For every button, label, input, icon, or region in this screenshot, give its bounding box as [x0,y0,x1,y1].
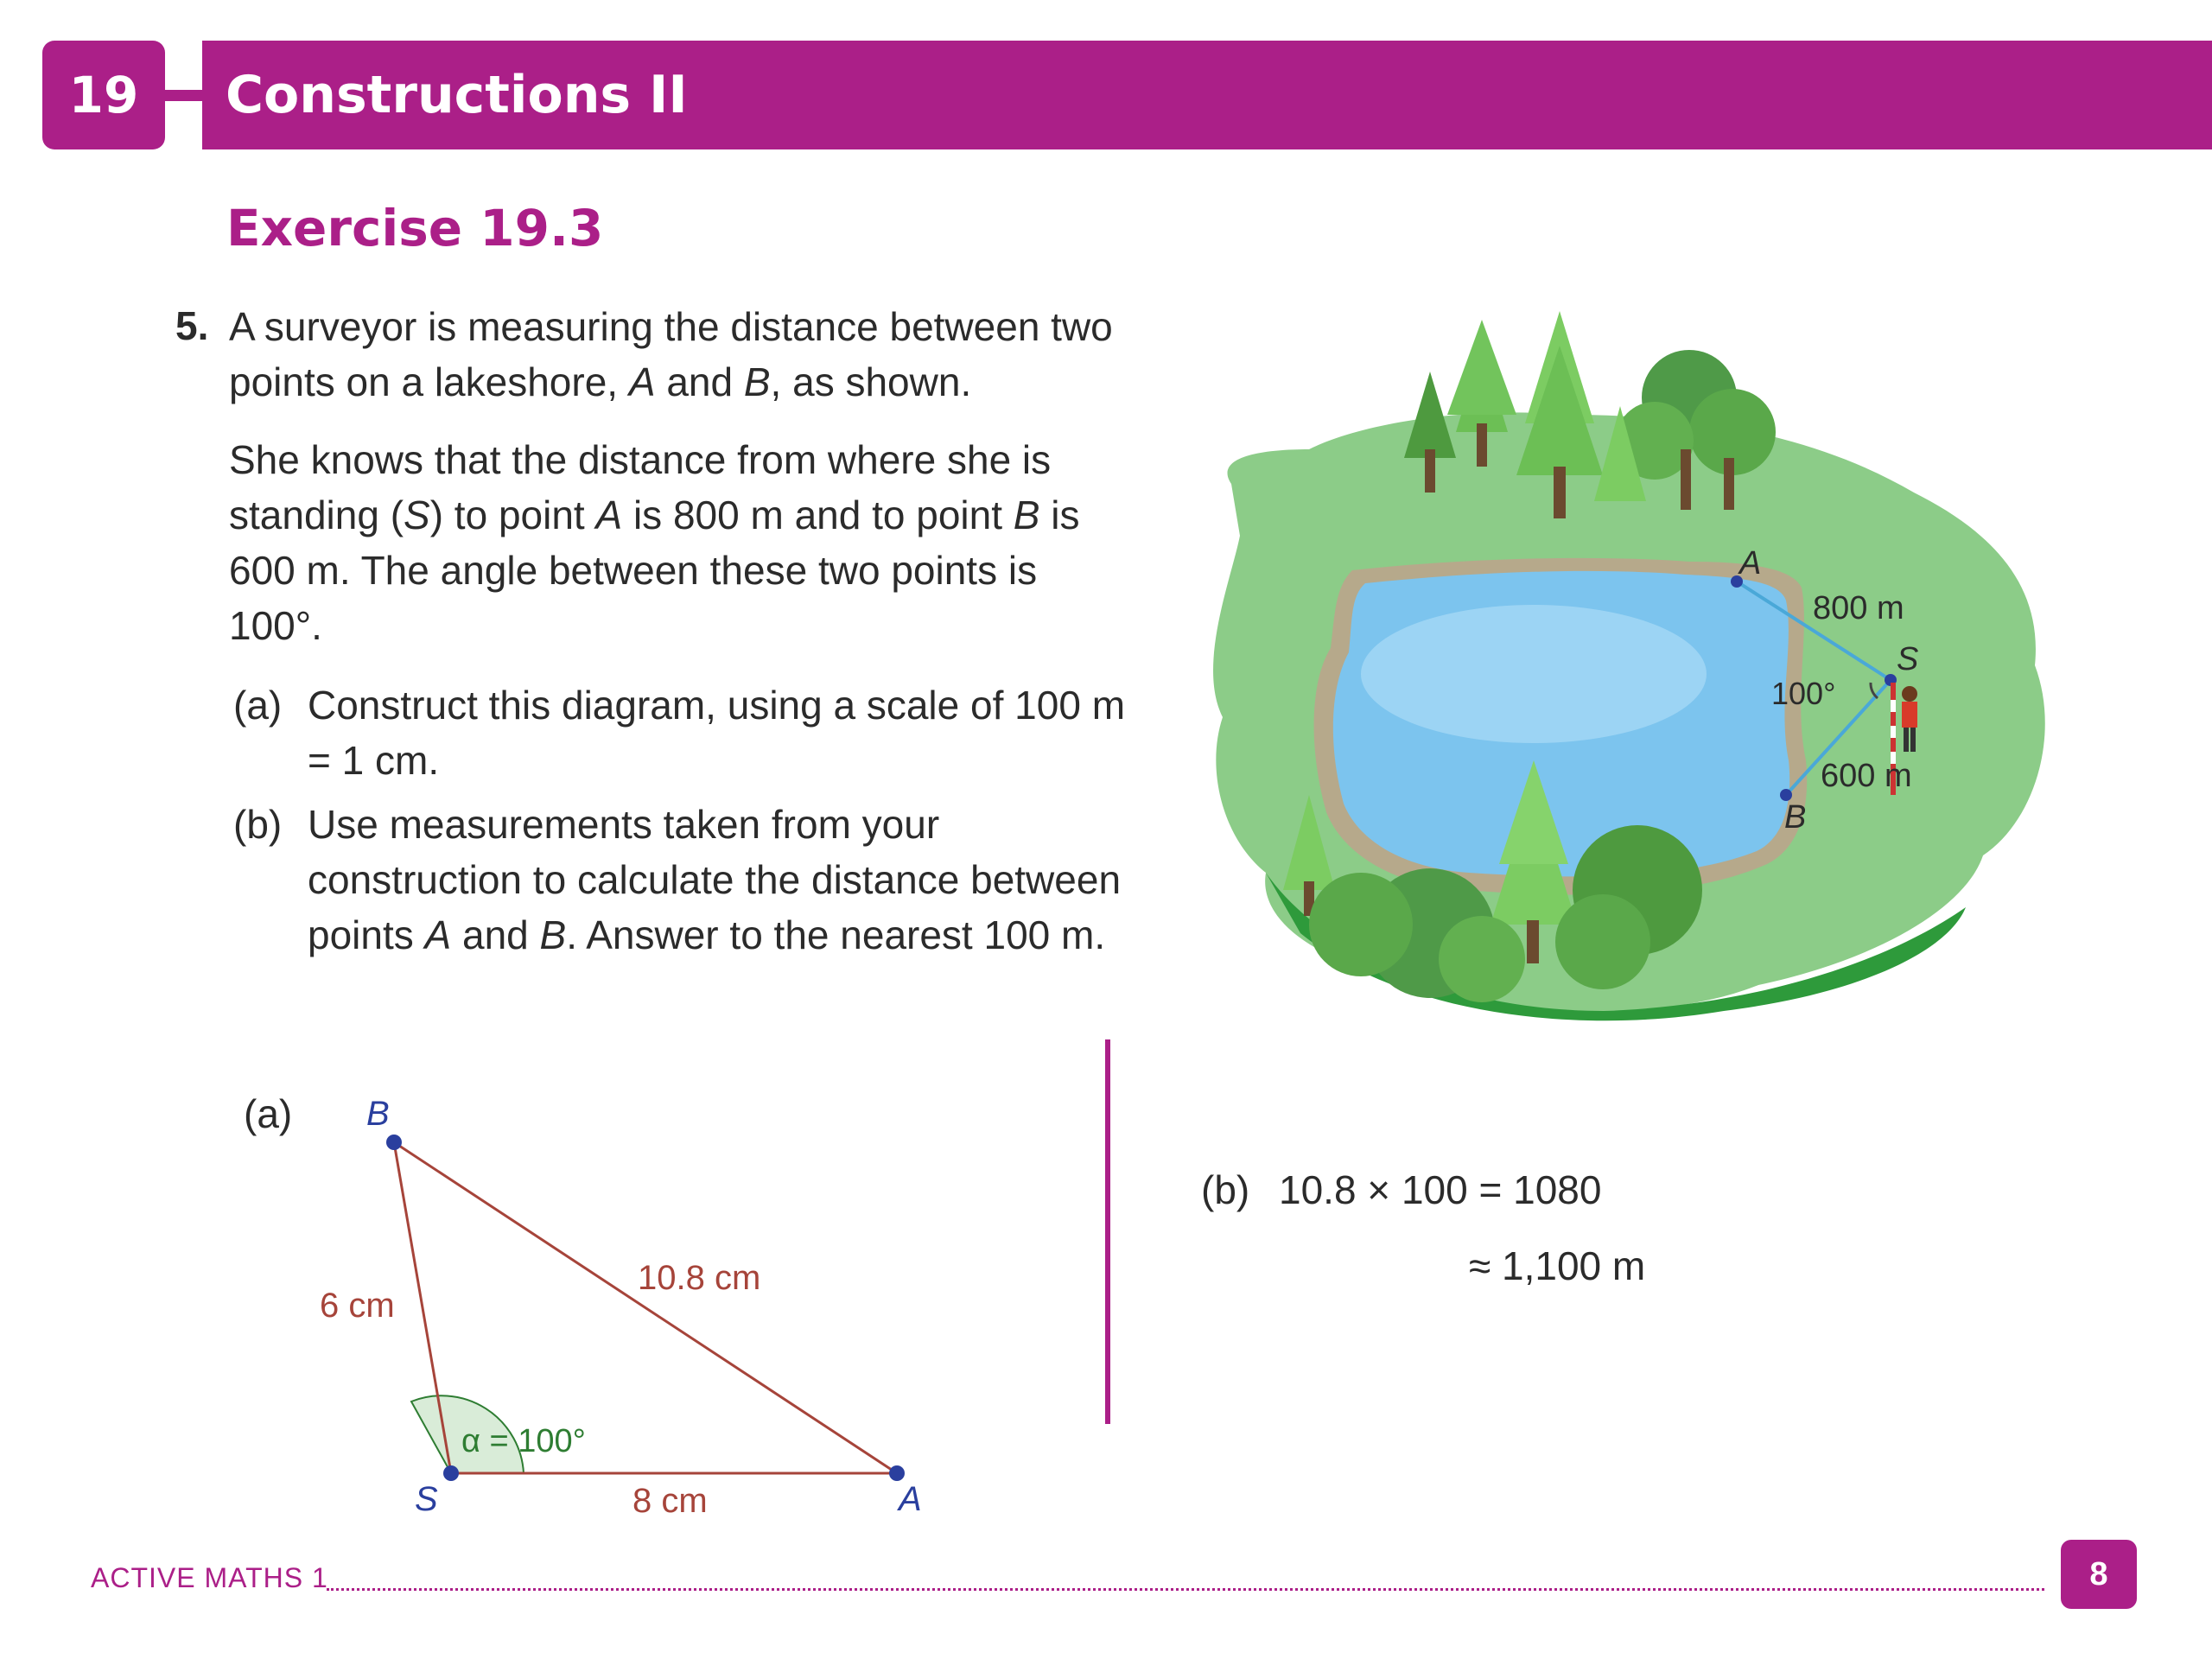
point-label: A [628,359,656,404]
triangle-construction [294,1071,985,1538]
chapter-number-badge [42,41,165,149]
lake-dist-SB: 600 m [1821,758,1912,794]
text: A surveyor is measuring the distance between two points on a lakeshore, [229,304,1113,404]
text: She knows that the distance from where she is standing ( [229,437,1052,537]
chapter-title: Constructions II [226,65,688,125]
lake-angle: 100° [1771,676,1836,711]
lake-dist-SA: 800 m [1813,590,1904,626]
text: . Answer to the nearest 100 m. [566,912,1106,957]
point-label: S [404,493,430,537]
chapter-number: 19 [68,66,139,124]
side-label-SB: 6 cm [320,1287,395,1325]
chapter-title-bar [202,41,2212,149]
page-number: 8 [2089,1555,2108,1592]
lake-label-S: S [1897,641,1919,677]
lake-illustration [1205,302,2056,1037]
part-b-label: (b) [233,802,283,847]
question-paragraph-2 [229,432,1128,653]
vertex-label-S: S [415,1480,438,1518]
answer-divider [1105,1039,1110,1424]
question-paragraph-1 [229,299,1128,410]
vertex-label-A: A [899,1480,922,1518]
point-label: A [424,912,452,957]
page-number-badge [2061,1540,2137,1609]
part-a-label: (a) [233,683,283,728]
side-label-AB: 10.8 cm [638,1259,761,1297]
angle-label: α = 100° [461,1423,586,1459]
question-number: 5. [175,303,209,348]
answer-b-calculation: 10.8 × 100 = 1080 [1279,1167,1602,1212]
part-b-text [308,797,1137,963]
answer-b-label: (b) [1201,1167,1250,1212]
vertex-A [889,1465,905,1481]
lake-label-B: B [1784,799,1807,836]
answer-b-result: ≈ 1,100 m [1469,1243,1646,1288]
header-connector [164,90,204,101]
point-label: B [1013,493,1040,537]
text: is 800 m and to point [622,493,1014,537]
text: is 600 m. The angle between these two points is 100°. [229,493,1080,648]
vertex-S [443,1465,459,1481]
text: and [451,912,540,957]
part-a-text: Construct this diagram, using a scale of 100 m = 1 cm. [308,683,1126,783]
point-label: B [743,359,771,404]
water-highlight [1361,605,1707,743]
point-label: A [595,493,623,537]
exercise-title: Exercise 19.3 [226,199,604,257]
text: and [655,359,744,404]
text: ) to point [429,493,596,537]
vertex-B [386,1135,402,1150]
side-label-SA: 8 cm [632,1482,708,1520]
footer-book-title: ACTIVE MATHS 1 [91,1562,328,1593]
side-SB [394,1142,451,1473]
vertex-label-B: B [366,1095,390,1133]
lake-label-A: A [1739,545,1762,582]
point-label: B [539,912,567,957]
footer-dotted-line [327,1588,2044,1591]
text: Use measurements taken from your construction to calculate the distance between points [308,802,1122,957]
answer-a-label: (a) [244,1091,293,1136]
text: , as shown. [770,359,972,404]
